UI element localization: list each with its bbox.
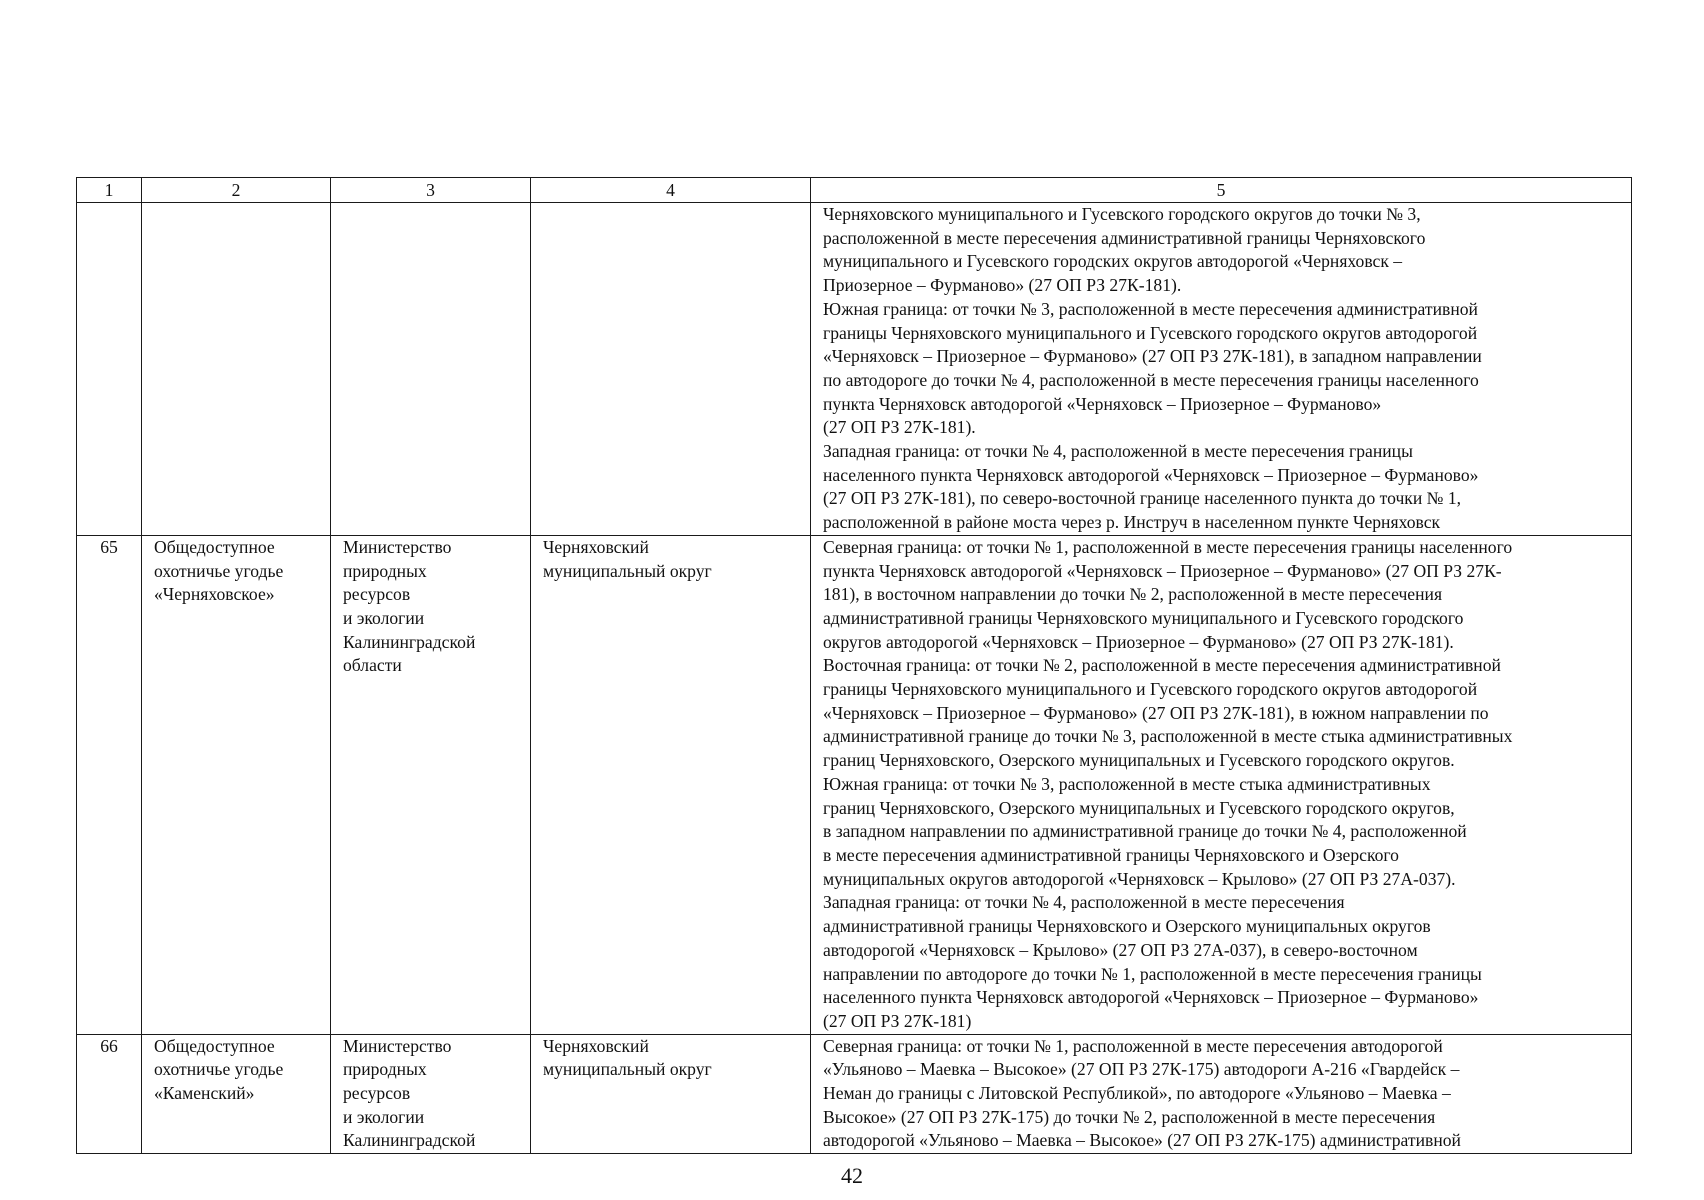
text-line: Западная граница: от точки № 4, расположенной в месте пересечения <box>823 892 1345 913</box>
text-line: пункта Черняховск автодорогой «Черняховск – Приозерное – Фурманово» <box>823 393 1382 414</box>
header-col-4: 4 <box>531 178 811 203</box>
text-line: Южная граница: от точки № 3, расположенной в месте пересечения административной <box>823 298 1478 319</box>
text-line: «Черняховское» <box>154 584 275 605</box>
text-line: Калининградской <box>343 1130 476 1151</box>
text-line: Министерство <box>343 536 452 557</box>
hunting-ground-name <box>142 535 331 1034</box>
table-row <box>77 535 1632 1034</box>
boundaries-table <box>76 177 1632 1154</box>
text-line: ресурсов <box>343 1083 411 1104</box>
text-line: Приозерное – Фурманово» (27 ОП РЗ 27К-181). <box>823 275 1182 296</box>
text-line: Черняховский <box>543 1035 649 1056</box>
text-line: автодорогой «Черняховск – Крылово» (27 ОП РЗ 27А-037), в северо-восточном <box>823 939 1418 960</box>
boundary-description <box>811 535 1632 1034</box>
text-line: муниципального и Гусевского городских округов автодорогой «Черняховск – <box>823 251 1403 272</box>
text-line: административной границы Черняховского муниципального и Гусевского городского <box>823 607 1464 628</box>
header-col-3: 3 <box>331 178 531 203</box>
text-line: природных <box>343 560 427 581</box>
text-line: административной границе до точки № 3, расположенной в месте стыка административных <box>823 726 1513 747</box>
text-line: административной границы Черняховского и Озерского муниципальных округов <box>823 916 1431 937</box>
header-col-5: 5 <box>811 178 1632 203</box>
continuation-description <box>811 203 1632 536</box>
text-line: Черняховский <box>543 536 649 557</box>
header-row <box>77 178 1632 203</box>
district <box>531 535 811 1034</box>
text-line: охотничье угодье <box>154 560 284 581</box>
continuation-row <box>77 203 1632 536</box>
text-line: пункта Черняховск автодорогой «Черняховск – Приозерное – Фурманово» (27 ОП РЗ 27К- <box>823 560 1502 581</box>
text-line: «Черняховск – Приозерное – Фурманово» (27 ОП РЗ 27К-181), в южном направлении по <box>823 702 1489 723</box>
text-line: Южная граница: от точки № 3, расположенной в месте стыка административных <box>823 773 1431 794</box>
text-line: муниципальный округ <box>543 1059 712 1080</box>
table-row <box>77 1034 1632 1154</box>
text-line: «Ульяново – Маевка – Высокое» (27 ОП РЗ 27К-175) автодороги А-216 «Гвардейск – <box>823 1059 1460 1080</box>
text-line: и экологии <box>343 607 425 628</box>
continuation-cell-3 <box>331 203 531 536</box>
text-line: Неман до границы с Литовской Республикой», по автодороге «Ульяново – Маевка – <box>823 1083 1451 1104</box>
text-line: Министерство <box>343 1035 452 1056</box>
text-line: населенного пункта Черняховск автодорогой «Черняховск – Приозерное – Фурманово» <box>823 987 1479 1008</box>
header-col-1: 1 <box>77 178 142 203</box>
district <box>531 1034 811 1154</box>
text-line: муниципальных округов автодорогой «Черняховск – Крылово» (27 ОП РЗ 27А-037). <box>823 868 1456 889</box>
text-line: (27 ОП РЗ 27К-181). <box>823 417 976 438</box>
row-number: 66 <box>77 1034 142 1154</box>
text-line: Черняховского муниципального и Гусевского городского округов до точки № 3, <box>823 204 1421 224</box>
text-line: природных <box>343 1059 427 1080</box>
authority <box>331 1034 531 1154</box>
authority <box>331 535 531 1034</box>
text-line: границы Черняховского муниципального и Гусевского городского округов автодорогой <box>823 679 1478 700</box>
text-line: Восточная граница: от точки № 2, расположенной в месте пересечения административной <box>823 655 1501 676</box>
text-line: 181), в восточном направлении до точки № 2, расположенной в месте пересечения <box>823 584 1443 605</box>
text-line: ресурсов <box>343 584 411 605</box>
text-line: (27 ОП РЗ 27К-181), по северо-восточной границе населенного пункта до точки № 1, <box>823 488 1462 509</box>
text-line: Калининградской <box>343 631 476 652</box>
text-line: автодорогой «Ульяново – Маевка – Высокое» (27 ОП РЗ 27К-175) административной <box>823 1130 1461 1151</box>
continuation-cell-4 <box>531 203 811 536</box>
page-number: 42 <box>841 1163 863 1188</box>
row-number: 65 <box>77 535 142 1034</box>
text-line: Общедоступное <box>154 1035 275 1056</box>
continuation-cell-1 <box>77 203 142 536</box>
text-line: муниципальный округ <box>543 560 712 581</box>
text-line: по автодороге до точки № 4, расположенной в месте пересечения границы населенного <box>823 369 1479 390</box>
text-line: охотничье угодье <box>154 1059 284 1080</box>
text-line: Западная граница: от точки № 4, расположенной в месте пересечения границы <box>823 441 1413 462</box>
text-line: расположенной в районе моста через р. Инструч в населенном пункте Черняховск <box>823 512 1441 533</box>
text-line: (27 ОП РЗ 27К-181) <box>823 1010 972 1031</box>
text-line: Северная граница: от точки № 1, расположенной в месте пересечения границы населенного <box>823 536 1513 557</box>
text-line: Общедоступное <box>154 536 275 557</box>
boundary-description <box>811 1034 1632 1154</box>
text-line: направлении по автодороге до точки № 1, расположенной в месте пересечения границы <box>823 963 1482 984</box>
text-line: в месте пересечения административной границы Черняховского и Озерского <box>823 844 1399 865</box>
text-line: «Каменский» <box>154 1083 255 1104</box>
text-line: и экологии <box>343 1106 425 1127</box>
text-line: населенного пункта Черняховск автодорогой «Черняховск – Приозерное – Фурманово» <box>823 464 1479 485</box>
text-line: округов автодорогой «Черняховск – Приозерное – Фурманово» (27 ОП РЗ 27К-181). <box>823 631 1454 652</box>
text-line: Северная граница: от точки № 1, расположенной в месте пересечения автодорогой <box>823 1035 1443 1056</box>
text-line: границ Черняховского, Озерского муниципальных и Гусевского городского округов. <box>823 750 1455 771</box>
text-line: расположенной в месте пересечения административной границы Черняховского <box>823 227 1426 248</box>
text-line: границ Черняховского, Озерского муниципальных и Гусевского городского округов, <box>823 797 1455 818</box>
text-line: «Черняховск – Приозерное – Фурманово» (27 ОП РЗ 27К-181), в западном направлении <box>823 346 1482 367</box>
continuation-cell-2 <box>142 203 331 536</box>
text-line: области <box>343 655 402 676</box>
hunting-ground-name <box>142 1034 331 1154</box>
text-line: в западном направлении по административной границе до точки № 4, расположенной <box>823 821 1467 842</box>
text-line: Высокое» (27 ОП РЗ 27К-175) до точки № 2, расположенной в месте пересечения <box>823 1106 1436 1127</box>
header-col-2: 2 <box>142 178 331 203</box>
text-line: границы Черняховского муниципального и Гусевского городского округов автодорогой <box>823 322 1478 343</box>
